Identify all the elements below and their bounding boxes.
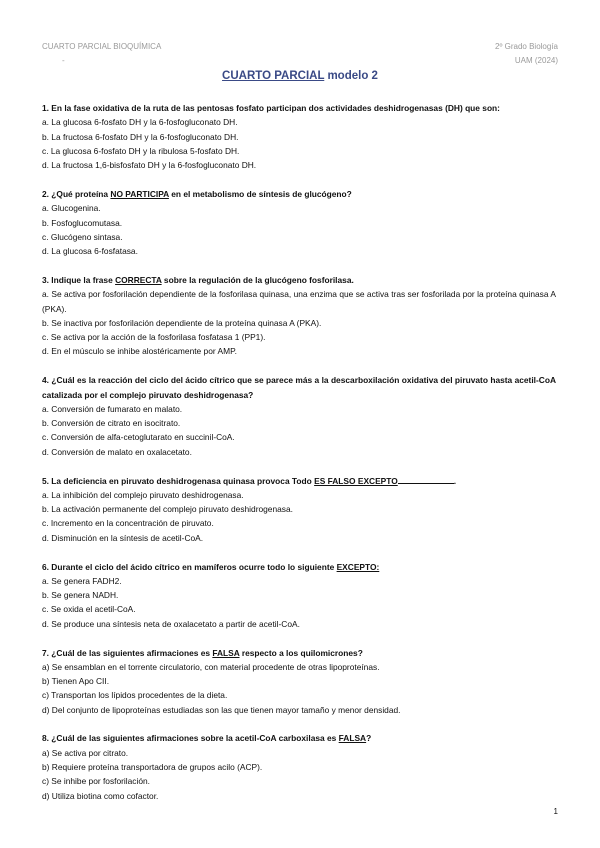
option-d: d. En el músculo se inhibe alostéricamente por AMP. bbox=[42, 346, 237, 357]
question-3 bbox=[42, 273, 556, 359]
option-a: a. Se activa por fosforilación dependiente de la fosforilasa quinasa, una enzima que se activa tras ser fosforilada por la proteína quinasa A (PKA). bbox=[42, 289, 556, 314]
question-stem bbox=[42, 273, 556, 287]
option-a: a) Se ensamblan en el torrente circulatorio, con material procedente de otras lipoproteínas. bbox=[42, 661, 380, 672]
stem-text: 3. Indique la frase bbox=[42, 274, 116, 285]
option-d: d) Utiliza biotina como cofactor. bbox=[42, 790, 159, 801]
option-c: c. Incremento en la concentración de piruvato. bbox=[42, 518, 214, 529]
stem-emphasis: CORRECTA bbox=[115, 274, 162, 285]
stem-text: . bbox=[453, 475, 457, 486]
option-a: a) Se activa por citrato. bbox=[42, 747, 129, 758]
option-d: d. La glucosa 6-fosfatasa. bbox=[42, 246, 138, 257]
question-stem: 1. En la fase oxidativa de la ruta de las pentosas fosfato participan dos actividades deshidrogenasas (DH) que son: bbox=[42, 103, 500, 113]
question-1 bbox=[42, 101, 556, 172]
option-c: c. Se oxida el acetil-CoA. bbox=[42, 604, 136, 615]
option-b: b) Requiere proteína transportadora de grupos acilo (ACP). bbox=[42, 762, 263, 773]
question-list bbox=[42, 101, 556, 817]
option-b: b) Tienen Apo CII. bbox=[42, 676, 110, 687]
option-d: d. Disminución en la síntesis de acetil-CoA. bbox=[42, 532, 204, 543]
stem-text: 8. ¿Cuál de las siguientes afirmaciones sobre la acetil-CoA carboxilasa es bbox=[42, 733, 339, 744]
question-stem: 4. ¿Cuál es la reacción del ciclo del ácido cítrico que se parece más a la descarboxilación oxidativa del piruvato hasta acetil-CoA catalizada por el complejo piruvato deshidrogenasa? bbox=[42, 375, 556, 400]
question-stem bbox=[42, 560, 556, 574]
option-d: d. La fructosa 1,6-bisfosfato DH y la 6-fosfogluconato DH. bbox=[42, 160, 257, 171]
title-main: CUARTO PARCIAL bbox=[222, 70, 325, 82]
question-stem bbox=[42, 646, 556, 660]
stem-emphasis: ES FALSO EXCEPTO bbox=[314, 475, 398, 486]
option-a: a. La inhibición del complejo piruvato deshidrogenasa. bbox=[42, 489, 244, 500]
option-a: a. La glucosa 6-fosfato DH y la 6-fosfogluconato DH. bbox=[42, 117, 238, 128]
option-c: c) Se inhibe por fosforilación. bbox=[42, 776, 150, 787]
header-left bbox=[42, 40, 161, 68]
option-b: b. Se inactiva por fosforilación dependiente de la proteína quinasa A (PKA). bbox=[42, 317, 322, 328]
option-d: d. Conversión de malato en oxalacetato. bbox=[42, 446, 192, 457]
stem-text: ? bbox=[366, 733, 372, 744]
question-8 bbox=[42, 731, 556, 802]
option-b: b. Se genera NADH. bbox=[42, 590, 119, 601]
option-c: c. Se activa por la acción de la fosforilasa fosfatasa 1 (PP1). bbox=[42, 332, 266, 343]
stem-emphasis: FALSA bbox=[338, 733, 367, 744]
option-a: a. Se genera FADH2. bbox=[42, 575, 122, 586]
stem-text: respecto a los quilomicrones? bbox=[239, 647, 363, 658]
option-b: b. Conversión de citrato en isocitrato. bbox=[42, 418, 181, 429]
question-stem bbox=[42, 187, 556, 201]
stem-text: sobre la regulación de la glucógeno fosforilasa. bbox=[161, 274, 354, 285]
stem-text: 6. Durante el ciclo del ácido cítrico en mamíferos ocurre todo lo siguiente bbox=[42, 561, 337, 572]
option-d: d. Se produce una síntesis neta de oxalacetato a partir de acetil-CoA. bbox=[42, 618, 300, 629]
stem-text: 2. ¿Qué proteína bbox=[42, 188, 111, 199]
question-4 bbox=[42, 373, 556, 459]
question-5 bbox=[42, 474, 556, 545]
option-c: c. La glucosa 6-fosfato DH y la ribulosa 5-fosfato DH. bbox=[42, 145, 240, 156]
option-a: a. Glucogenina. bbox=[42, 203, 101, 214]
option-d: d) Del conjunto de lipoproteínas estudiadas son las que tienen mayor tamaño y menor densidad. bbox=[42, 704, 401, 715]
stem-emphasis: EXCEPTO: bbox=[336, 561, 380, 572]
header-dash: - bbox=[62, 56, 65, 65]
stem-text: 5. La deficiencia en piruvato deshidrogenasa quinasa provoca Todo bbox=[42, 475, 315, 486]
stem-emphasis: FALSA bbox=[212, 647, 240, 658]
option-c: c. Glucógeno sintasa. bbox=[42, 231, 123, 242]
stem-text: 7. ¿Cuál de las siguientes afirmaciones es bbox=[42, 647, 213, 658]
option-b: b. La fructosa 6-fosfato DH y la 6-fosfogluconato DH. bbox=[42, 131, 239, 142]
header-degree: 2º Grado Biología bbox=[495, 42, 558, 51]
header-course: CUARTO PARCIAL BIOQUÍMICA bbox=[42, 42, 162, 51]
question-6 bbox=[42, 560, 556, 631]
question-stem bbox=[42, 731, 556, 745]
question-7 bbox=[42, 646, 556, 717]
page-title bbox=[0, 70, 600, 82]
page-number: 1 bbox=[553, 807, 558, 816]
answer-blank bbox=[398, 475, 457, 486]
question-stem bbox=[42, 474, 556, 488]
option-c: c) Transportan los lípidos procedentes de la dieta. bbox=[42, 690, 228, 701]
header-right bbox=[495, 40, 558, 68]
option-b: b. Fosfoglucomutasa. bbox=[42, 217, 123, 228]
header-university: UAM (2024) bbox=[514, 56, 558, 65]
option-a: a. Conversión de fumarato en malato. bbox=[42, 403, 183, 414]
stem-text: en el metabolismo de síntesis de glucógeno? bbox=[168, 188, 352, 199]
stem-emphasis: NO PARTICIPA bbox=[110, 188, 169, 199]
title-suffix: modelo 2 bbox=[324, 70, 378, 82]
option-c: c. Conversión de alfa-cetoglutarato en succinil-CoA. bbox=[42, 432, 235, 443]
option-b: b. La activación permanente del complejo piruvato deshidrogenasa. bbox=[42, 504, 293, 515]
question-2 bbox=[42, 187, 556, 258]
